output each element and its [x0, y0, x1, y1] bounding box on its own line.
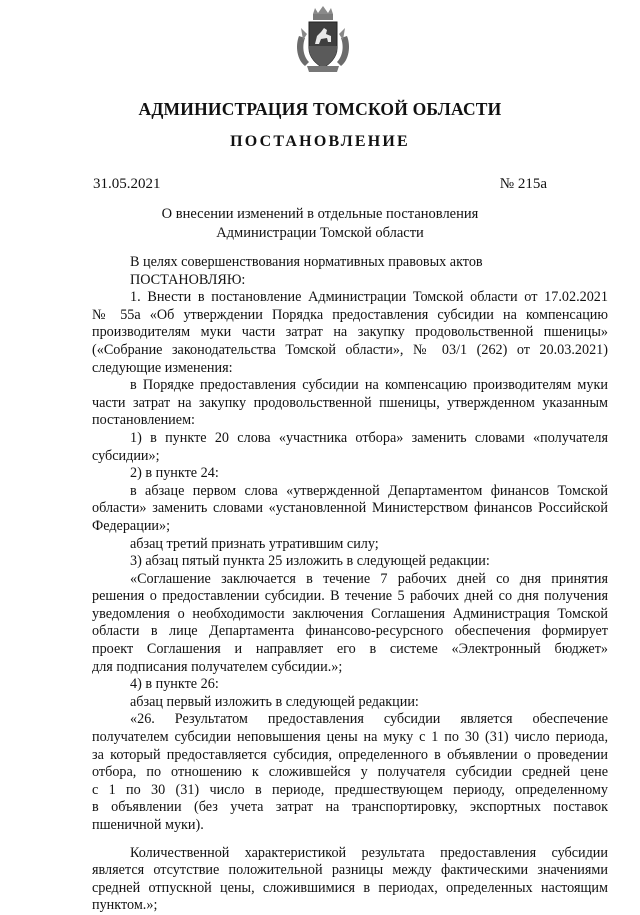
body-line: части затрат на закупку продовольственной пшеницы, утвержденном указанным	[92, 394, 608, 411]
document-subject	[0, 205, 640, 243]
body-line: пунктом.»;	[92, 897, 158, 914]
body-line: постановлением:	[92, 412, 195, 429]
body-line: области в лице Департамента финансово-ресурсного обеспечения формирует	[92, 623, 608, 640]
body-line: для подписания получателем субсидии.»;	[92, 658, 343, 675]
body-line: («Собрание законодательства Томской области», № 03/1 (262) от 20.03.2021)	[92, 341, 608, 358]
body-line: уведомления о необходимости заключения Соглашения Администрация Томской	[92, 605, 608, 622]
body-line: за который предоставляется субсидия, определенного в объявлении о проведении	[92, 746, 608, 763]
body-line: абзац первый изложить в следующей редакции:	[130, 693, 419, 710]
body-line: Федерации»;	[92, 517, 171, 534]
body-line: 1. Внести в постановление Администрации Томской области от 17.02.2021	[130, 289, 608, 306]
body-line: 3) абзац пятый пункта 25 изложить в следующей редакции:	[130, 553, 490, 570]
body-line: получателем субсидии неповышения цены на муку с 1 по 30 (31) число периода,	[92, 729, 608, 746]
body-line: следующие изменения:	[92, 359, 233, 376]
body-line: пшеничной муки).	[92, 817, 204, 833]
document-type: ПОСТАНОВЛЕНИЕ	[230, 133, 410, 150]
subject-line: О внесении изменений в отдельные постановления	[161, 206, 479, 222]
subject-line: Администрации Томской области	[216, 225, 424, 241]
body-line: в Порядке предоставления субсидии на компенсацию производителям муки	[130, 377, 608, 394]
body-line: «Соглашение заключается в течение 7 рабочих дней со дня принятия	[130, 570, 608, 587]
document-date: 31.05.2021	[93, 176, 161, 192]
body-line: 4) в пункте 26:	[130, 676, 219, 693]
document-body	[92, 254, 608, 915]
body-line: проект Соглашения и направляет его в системе «Электронный бюджет»	[92, 641, 608, 658]
body-line: является отсутствие положительной разницы между фактическими значениями	[92, 862, 608, 879]
body-line: производителям муки части затрат на закупку продовольственной пшеницы»	[92, 324, 608, 341]
body-line: 2) в пункте 24:	[130, 465, 219, 482]
body-line: Количественной характеристикой результата предоставления субсидии	[130, 844, 608, 861]
body-line: отбора, по отношению к сложившейся у получателя субсидии средней цене	[92, 764, 608, 781]
body-line: «26. Результатом предоставления субсидии является обеспечение	[130, 711, 608, 728]
body-line: с 1 по 30 (31) число в периоде, предшествующем периоду, определенному	[92, 781, 608, 798]
document-number: № 215а	[499, 176, 547, 192]
body-line: В целях совершенствования нормативных правовых актов	[130, 254, 483, 270]
coat-of-arms-icon	[293, 6, 353, 74]
body-line: области» заменить словами «установленной Министерством финансов Российской	[92, 500, 608, 517]
body-line: в абзаце первом слова «утвержденной Департаментом финансов Томской	[130, 482, 608, 499]
body-line: субсидии»;	[92, 447, 160, 464]
body-line: 1) в пункте 20 слова «участника отбора» заменить словами «получателя	[130, 429, 608, 446]
body-line: ПОСТАНОВЛЯЮ:	[130, 271, 246, 288]
body-line: решения о предоставлении субсидии. В течение 5 рабочих дней со дня получения	[92, 588, 608, 605]
body-line: № 55а «Об утверждении Порядка предоставления субсидии на компенсацию	[92, 306, 608, 323]
body-line: средней отпускной цены, сложившимися в периодах, определенных настоящим	[92, 879, 608, 896]
organization-title: АДМИНИСТРАЦИЯ ТОМСКОЙ ОБЛАСТИ	[138, 99, 502, 119]
body-line: в объявлении (без учета затрат на транспортировку, экспортных поставок	[92, 799, 608, 816]
body-line: абзац третий признать утратившим силу;	[130, 535, 379, 552]
